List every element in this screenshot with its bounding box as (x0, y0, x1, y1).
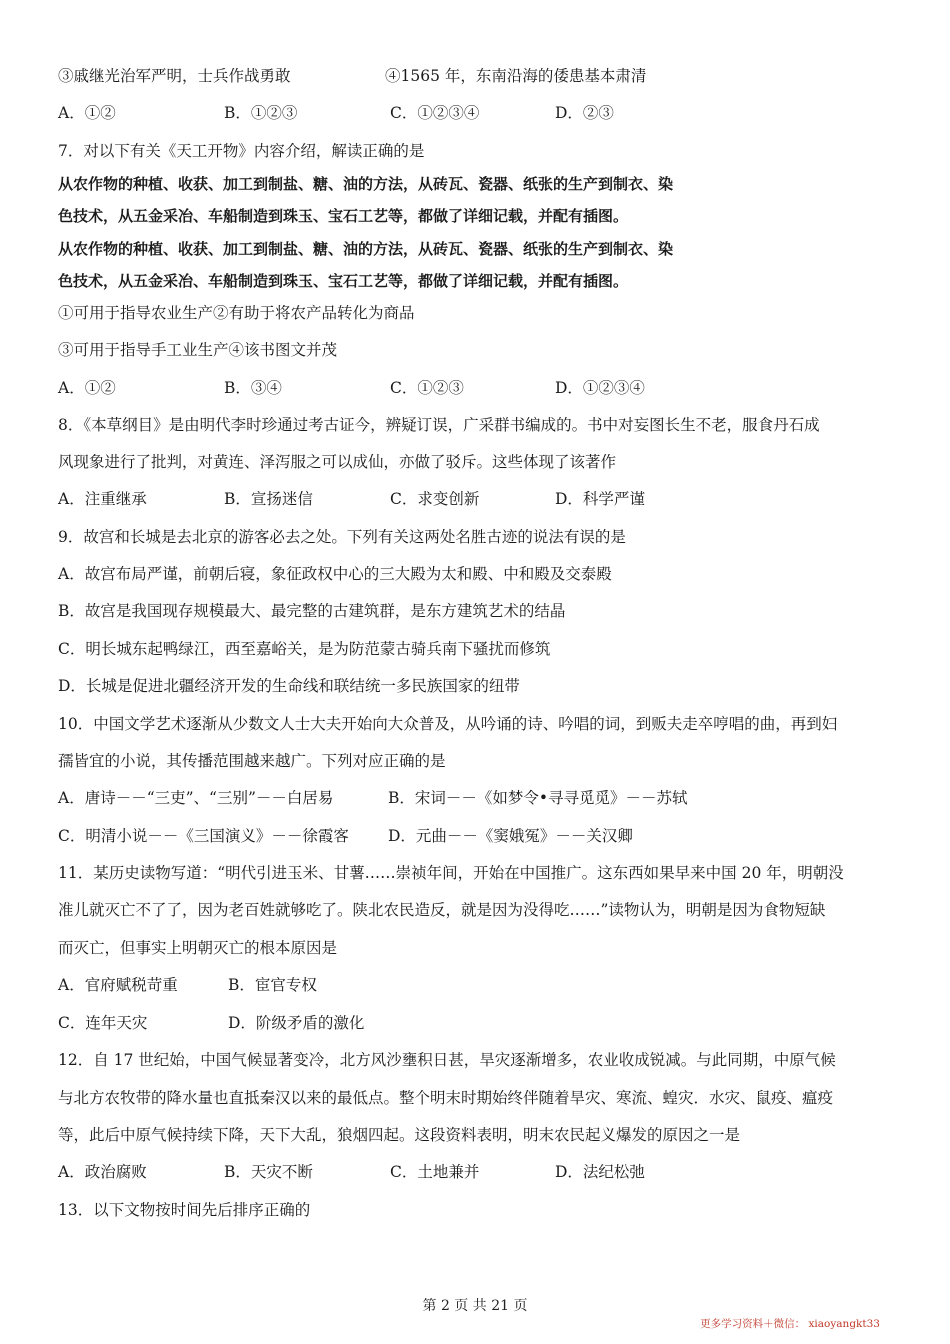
q6-option-c: C．①②③④ (390, 104, 480, 122)
q7-quote-line-3: 从农作物的种植、收获、加工到制盐、糖、油的方法，从砖瓦、瓷器、纸张的生产到制衣、染 (58, 240, 674, 258)
q11-line-3: 而灭亡，但事实上明朝灭亡的根本原因是 (58, 939, 338, 957)
q12-option-c: C．土地兼并 (390, 1163, 480, 1181)
q6-option-a: A．①② (58, 104, 116, 122)
q10-option-c: C．明清小说－－《三国演义》－－徐霞客 (58, 827, 349, 845)
q12-option-d: D．法纪松弛 (555, 1163, 645, 1181)
q10-option-d: D．元曲－－《窦娥冤》－－关汉卿 (388, 827, 633, 845)
q8-option-c: C．求变创新 (390, 490, 480, 508)
q11-option-d: D．阶级矛盾的激化 (228, 1014, 365, 1032)
q7-option-b: B．③④ (224, 379, 282, 397)
q10-option-b: B．宋词－－《如梦令•寻寻觅觅》－－苏轼 (388, 789, 688, 807)
q7-statements-1: ①可用于指导农业生产②有助于将农产品转化为商品 (58, 304, 415, 322)
q7-quote-line-1: 从农作物的种植、收获、加工到制盐、糖、油的方法，从砖瓦、瓷器、纸张的生产到制衣、染 (58, 175, 674, 193)
q10-line-1: 10．中国文学艺术逐渐从少数文人士大夫开始向大众普及，从吟诵的诗、吟唱的词，到贩夫走卒哼唱的曲，再到妇 (58, 715, 838, 733)
q8-option-b: B．宣扬迷信 (224, 490, 313, 508)
q11-line-2: 准儿就灭亡不了了，因为老百姓就够吃了。陕北农民造反，就是因为没得吃……”读物认为，明朝是因为食物短缺 (58, 901, 826, 919)
q9-option-d: D．长城是促进北疆经济开发的生命线和联结统一多民族国家的纽带 (58, 677, 520, 695)
q12-line-2: 与北方农牧带的降水量也直抵秦汉以来的最低点。整个明末时期始终伴随着旱灾、寒流、蝗灾．水灾、鼠疫、瘟疫 (58, 1089, 834, 1107)
q7-option-a: A．①② (58, 379, 116, 397)
q11-option-b: B．宦官专权 (228, 976, 317, 994)
q10-option-a: A．唐诗－－“三吏”、“三别”－－白居易 (58, 789, 334, 807)
q7-quote-line-4: 色技术，从五金采冶、车船制造到珠玉、宝石工艺等，都做了详细记载，并配有插图。 (58, 272, 629, 290)
q7-title: 7．对以下有关《天工开物》内容介绍，解读正确的是 (58, 142, 425, 160)
q11-option-a: A．官府赋税苛重 (58, 976, 178, 994)
q12-line-3: 等，此后中原气候持续下降，天下大乱，狼烟四起。这段资料表明，明末农民起义爆发的原因之一是 (58, 1126, 741, 1144)
q13-title: 13．以下文物按时间先后排序正确的 (58, 1201, 311, 1219)
q11-option-c: C．连年天灾 (58, 1014, 148, 1032)
page-number: 第 2 页 共 21 页 (422, 1298, 528, 1314)
wechat-watermark: 更多学习资料＋微信： xiaoyangkt33 (700, 1318, 880, 1330)
q12-option-b: B．天灾不断 (224, 1163, 313, 1181)
q8-option-d: D．科学严谨 (555, 490, 645, 508)
q7-option-c: C．①②③ (390, 379, 464, 397)
q12-line-1: 12．自 17 世纪始，中国气候显著变冷，北方风沙壅积日甚，旱灾逐渐增多，农业收成锐减。与此同期，中原气候 (58, 1051, 836, 1069)
q8-line-2: 风现象进行了批判，对黄连、泽泻服之可以成仙，亦做了驳斥。这些体现了该著作 (58, 453, 617, 471)
q11-line-1: 11．某历史读物写道：“明代引进玉米、甘薯……崇祯年间，开始在中国推广。这东西如果早来中国 20 年，明朝没 (58, 864, 844, 882)
q9-title: 9．故宫和长城是去北京的游客必去之处。下列有关这两处名胜古迹的说法有误的是 (58, 528, 626, 546)
q8-line-1: 8．《本草纲目》是由明代李时珍通过考古证今，辨疑订误，广采群书编成的。书中对妄图长生不老，服食丹石成 (58, 416, 820, 434)
q7-option-d: D．①②③④ (555, 379, 645, 397)
q6-option-d: D．②③ (555, 104, 614, 122)
q6-statement-3: ③戚继光治军严明，士兵作战勇敢 (58, 67, 291, 85)
q7-statements-2: ③可用于指导手工业生产④该书图文并茂 (58, 341, 338, 359)
q9-option-a: A．故宫布局严谨，前朝后寝，象征政权中心的三大殿为太和殿、中和殿及交泰殿 (58, 565, 612, 583)
q10-line-2: 孺皆宜的小说，其传播范围越来越广。下列对应正确的是 (58, 752, 446, 770)
q7-quote-line-2: 色技术，从五金采冶、车船制造到珠玉、宝石工艺等，都做了详细记载，并配有插图。 (58, 207, 629, 225)
q9-option-b: B．故宫是我国现存规模最大、最完整的古建筑群，是东方建筑艺术的结晶 (58, 602, 566, 620)
q9-option-c: C．明长城东起鸭绿江，西至嘉峪关，是为防范蒙古骑兵南下骚扰而修筑 (58, 640, 551, 658)
q8-option-a: A．注重继承 (58, 490, 147, 508)
q6-option-b: B．①②③ (224, 104, 298, 122)
q6-statement-4: ④1565 年，东南沿海的倭患基本肃清 (385, 67, 647, 85)
q12-option-a: A．政治腐败 (58, 1163, 147, 1181)
